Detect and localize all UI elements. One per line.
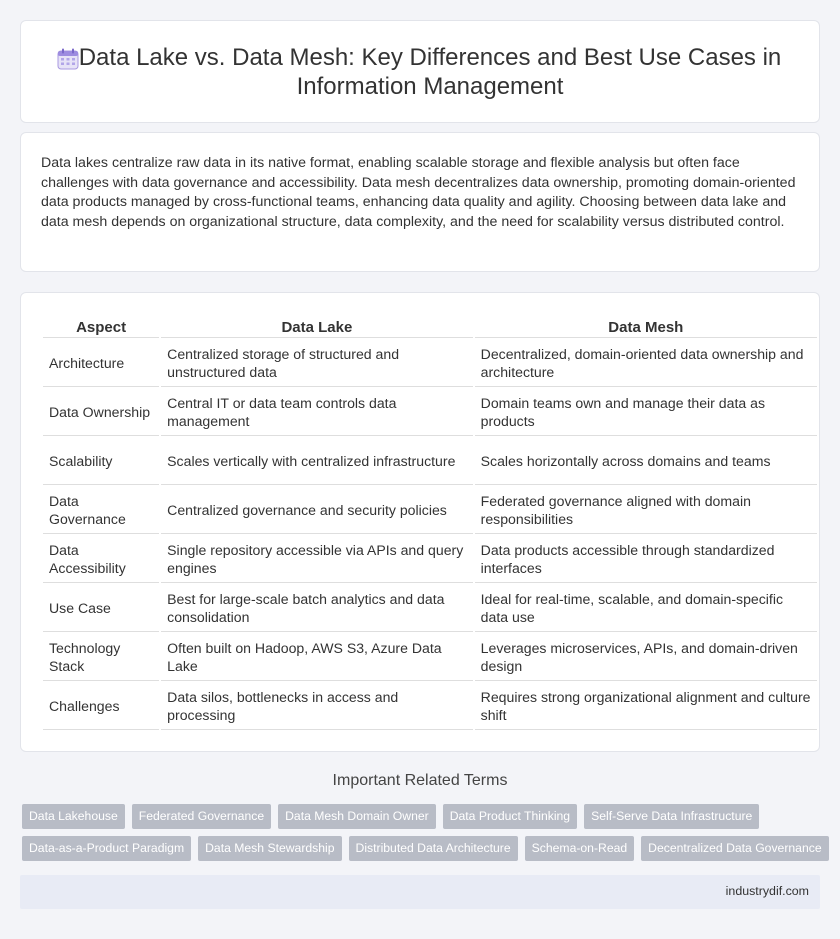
table-row [43,438,817,485]
data-mesh-cell: Ideal for real-time, scalable, and domain-specific data use [475,585,817,632]
aspect-cell: Data Governance [43,487,159,534]
data-lake-cell: Single repository accessible via APIs and query engines [161,536,472,583]
table-row [43,487,817,534]
related-term-tag[interactable]: Data Product Thinking [443,804,577,829]
aspect-cell: Scalability [43,438,159,485]
aspect-cell: Use Case [43,585,159,632]
data-mesh-cell: Decentralized, domain-oriented data ownership and architecture [475,340,817,387]
related-term-tag[interactable]: Data Mesh Domain Owner [278,804,436,829]
related-term-tag[interactable]: Data Mesh Stewardship [198,836,341,861]
data-lake-cell: Central IT or data team controls data management [161,389,472,436]
comparison-table [41,314,819,732]
table-row [43,389,817,436]
related-term-tag[interactable]: Decentralized Data Governance [641,836,828,861]
intro-card [20,132,820,272]
data-mesh-cell: Leverages microservices, APIs, and domain-driven design [475,634,817,681]
intro-paragraph: Data lakes centralize raw data in its native format, enabling scalable storage and flexible analysis but often face challenges with data governance and accessibility. Data mesh decentralizes data ownership, promoting domain-oriented data products managed by cross-functional teams, enhancing data quality and agility. Choosing between data lake and data mesh depends on organizational structure, data complexity, and the need for scalability versus distributed control. [41,155,796,230]
table-row [43,585,817,632]
title-card [20,20,820,123]
data-lake-cell: Scales vertically with centralized infrastructure [161,438,472,485]
page-title: Data Lake vs. Data Mesh: Key Differences and Best Use Cases in Information Management [78,44,782,100]
data-mesh-cell: Domain teams own and manage their data as products [475,389,817,436]
table-row [43,683,817,730]
data-mesh-cell: Scales horizontally across domains and teams [475,438,817,485]
related-terms-heading: Important Related Terms [332,772,508,789]
related-term-tag[interactable]: Data-as-a-Product Paradigm [22,836,191,861]
data-mesh-cell: Federated governance aligned with domain responsibilities [475,487,817,534]
related-term-tag[interactable]: Data Lakehouse [22,804,125,829]
aspect-cell: Data Ownership [43,389,159,436]
table-row [43,634,817,681]
data-lake-cell: Centralized storage of structured and unstructured data [161,340,472,387]
table-row [43,536,817,583]
data-lake-cell: Often built on Hadoop, AWS S3, Azure Data Lake [161,634,472,681]
footer [20,875,820,909]
aspect-cell: Challenges [43,683,159,730]
header-aspect: Aspect [43,316,159,338]
aspect-cell: Data Accessibility [43,536,159,583]
related-terms-row [22,804,759,829]
data-lake-cell: Best for large-scale batch analytics and data consolidation [161,585,472,632]
data-lake-cell: Data silos, bottlenecks in access and processing [161,683,472,730]
related-term-tag[interactable]: Federated Governance [132,804,271,829]
related-term-tag[interactable]: Self-Serve Data Infrastructure [584,804,759,829]
related-terms-row [22,836,829,861]
aspect-cell: Architecture [43,340,159,387]
related-term-tag[interactable]: Distributed Data Architecture [349,836,518,861]
table-row [43,340,817,387]
aspect-cell: Technology Stack [43,634,159,681]
table-header-row [43,316,817,338]
data-mesh-cell: Requires strong organizational alignment and culture shift [475,683,817,730]
data-mesh-cell: Data products accessible through standardized interfaces [475,536,817,583]
header-data-mesh: Data Mesh [475,316,817,338]
data-lake-cell: Centralized governance and security policies [161,487,472,534]
footer-site[interactable]: industrydif.com [725,884,809,898]
related-term-tag[interactable]: Schema-on-Read [525,836,635,861]
header-data-lake: Data Lake [161,316,472,338]
comparison-card [20,292,820,752]
